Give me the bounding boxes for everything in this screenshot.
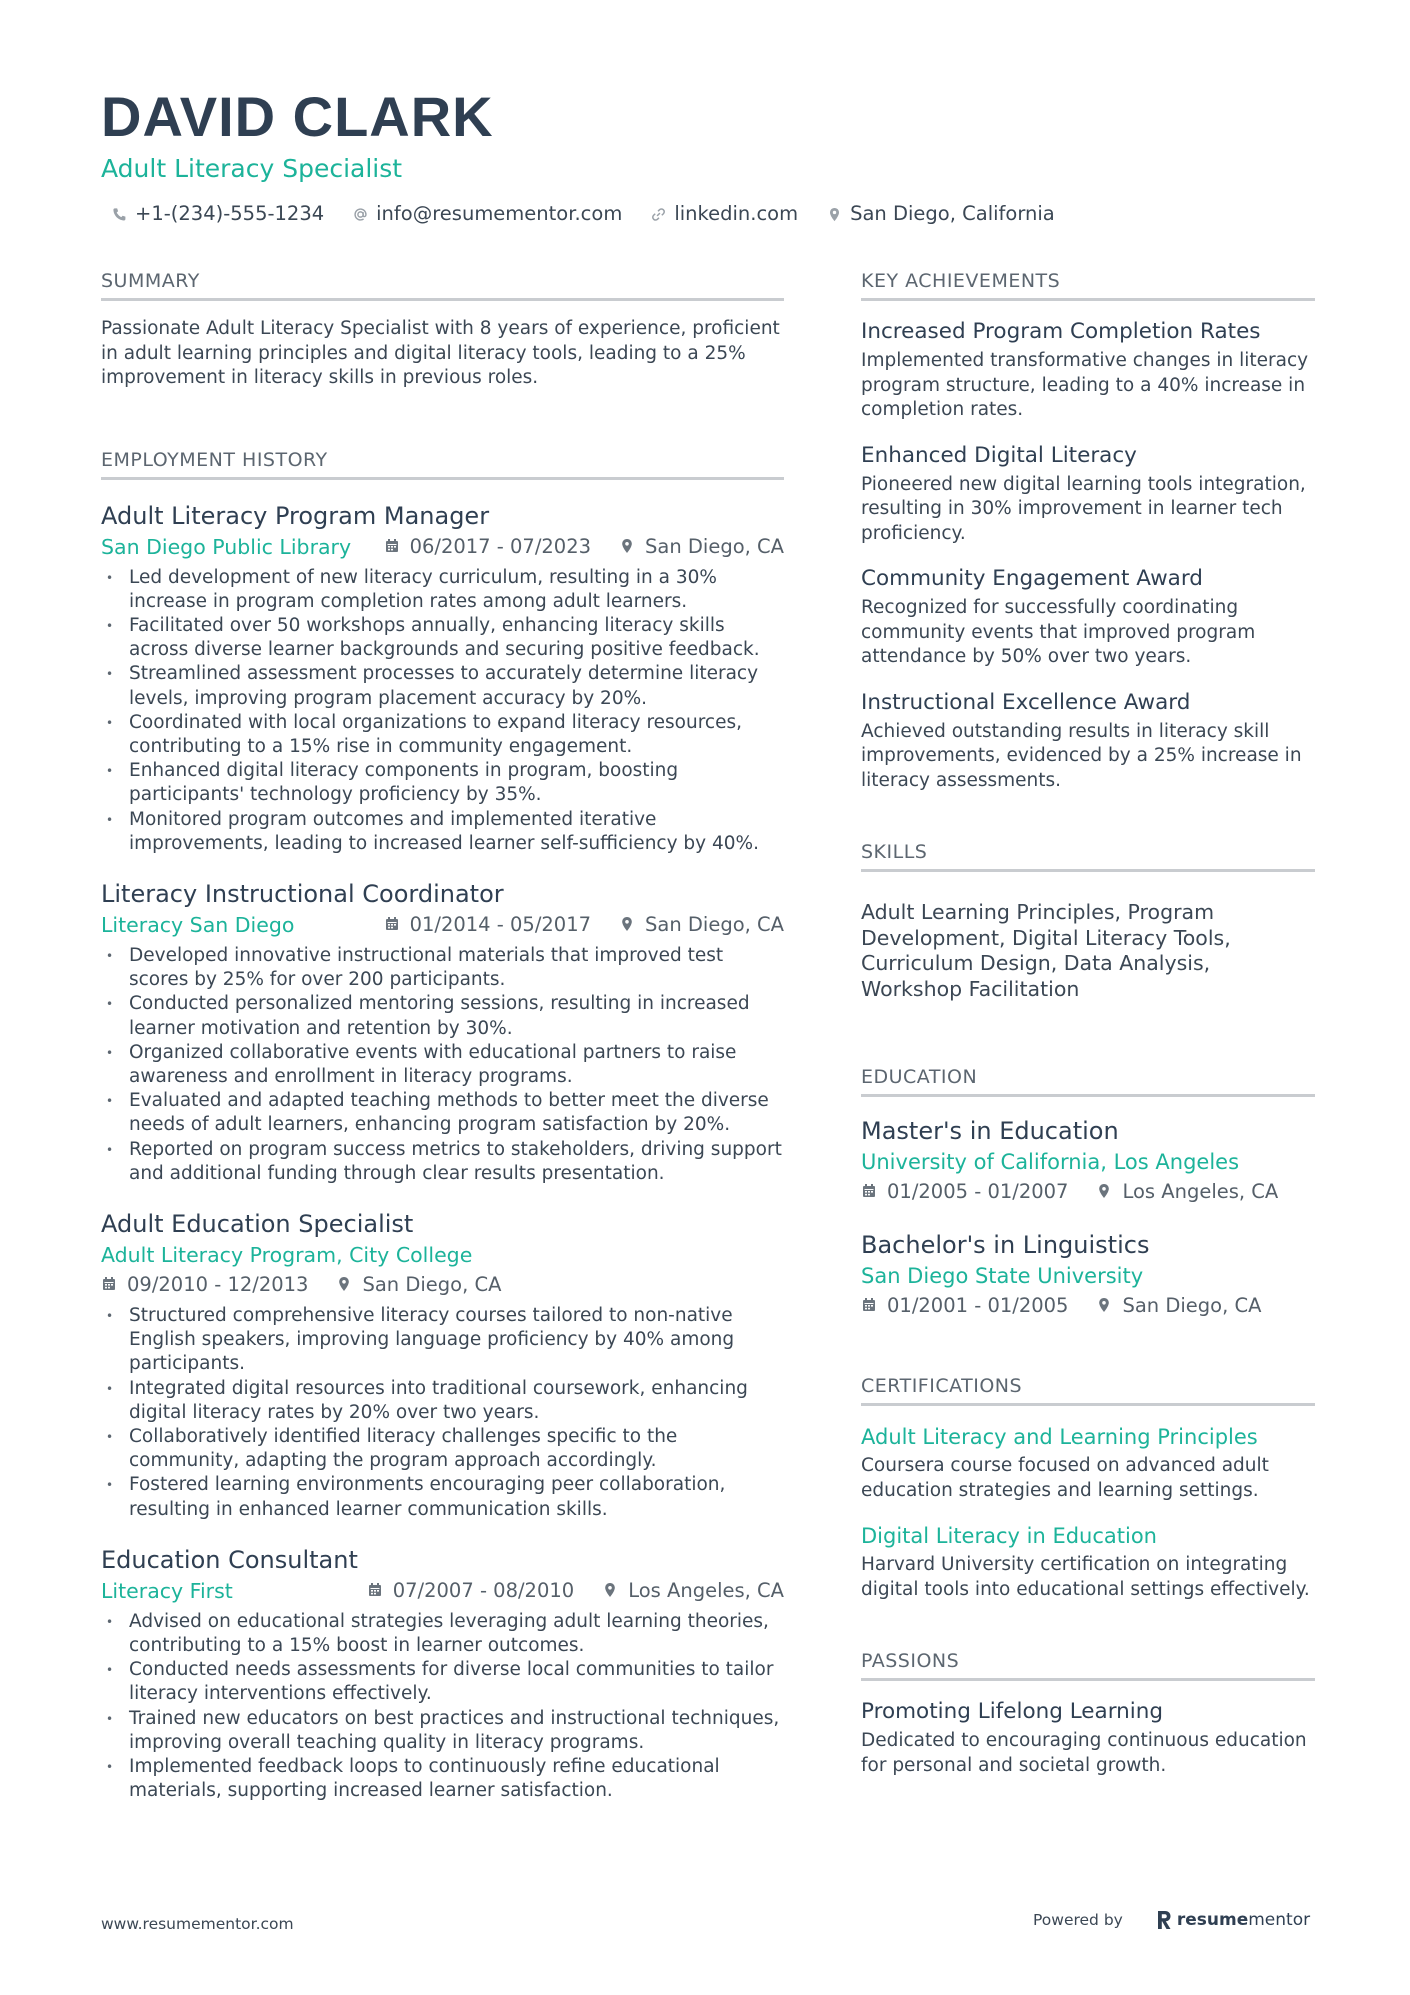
job-bullet: • Conducted personalized mentoring sessions, resulting in increased learner motivation and retention by 30%. xyxy=(101,992,784,1040)
job-bullet: • Integrated digital resources into traditional coursework, enhancing digital literacy rates by 20% over two years. xyxy=(101,1377,784,1425)
job-dates-text: 01/2014 - 05/2017 xyxy=(409,912,592,936)
candidate-title: Adult Literacy Specialist xyxy=(101,154,403,183)
education-dates-text: 01/2001 - 01/2005 xyxy=(887,1294,1069,1317)
map-pin-icon xyxy=(602,1582,620,1600)
job-location xyxy=(619,910,784,940)
passions-heading: PASSIONS xyxy=(861,1648,1315,1681)
job-bullet: • Evaluated and adapted teaching methods to better meet the diverse needs of adult learners, enhancing program satisfaction by 20%. xyxy=(101,1089,784,1137)
job-meta xyxy=(101,910,784,940)
job-bullet: • Developed innovative instructional materials that improved test scores by 25% for over 200 participants. xyxy=(101,944,784,992)
job-company: Literacy San Diego xyxy=(101,912,295,937)
job-title: Literacy Instructional Coordinator xyxy=(101,879,504,908)
employment-heading: EMPLOYMENT HISTORY xyxy=(101,447,784,480)
calendar-icon xyxy=(384,916,402,934)
job-company: Adult Literacy Program, City College xyxy=(101,1242,473,1267)
skills-text: Adult Learning Principles, Program Development, Digital Literacy Tools, Curriculum Design, Data Analysis, Workshop Facilitation xyxy=(861,900,1231,1001)
calendar-icon xyxy=(367,1582,385,1600)
link-icon xyxy=(648,204,668,224)
education-meta xyxy=(861,1177,1315,1207)
job-location-text: Los Angeles, CA xyxy=(628,1578,784,1602)
job-meta-secondary xyxy=(101,1270,784,1300)
resumementor-logo-icon xyxy=(1155,1909,1173,1931)
job-location-text: San Diego, CA xyxy=(362,1272,502,1296)
achievements-section xyxy=(861,268,1315,793)
map-pin-icon xyxy=(824,204,844,224)
job-location xyxy=(336,1270,501,1300)
contact-bar xyxy=(109,201,1321,227)
achievement-title: Enhanced Digital Literacy xyxy=(861,442,1137,468)
job-meta xyxy=(101,1576,784,1606)
job-bullets xyxy=(101,566,784,856)
job-location xyxy=(619,532,784,562)
job-meta xyxy=(101,532,784,562)
passion-desc: Dedicated to encouraging continuous education for personal and societal growth. xyxy=(861,1730,1307,1776)
calendar-icon xyxy=(384,538,402,556)
summary-text: Passionate Adult Literacy Specialist with 8 years of experience, proficient in adult learning principles and digital literacy tools, leading to a 25% improvement in literacy skills in previous roles. xyxy=(101,318,780,388)
job-dates xyxy=(384,532,591,562)
job-title: Education Consultant xyxy=(101,1545,358,1574)
right-column xyxy=(861,268,1315,1778)
education-location-text: Los Angeles, CA xyxy=(1122,1180,1279,1203)
education-item xyxy=(861,1229,1315,1321)
achievement-title: Increased Program Completion Rates xyxy=(861,319,1261,344)
summary-heading: SUMMARY xyxy=(101,268,784,301)
achievement-item xyxy=(861,564,1315,670)
job-location xyxy=(602,1576,784,1606)
footer-website[interactable]: www.resumementor.com xyxy=(101,1915,294,1933)
map-pin-icon xyxy=(336,1276,354,1294)
skills-heading: SKILLS xyxy=(861,839,1315,872)
job-bullets xyxy=(101,1610,784,1804)
email-text: info@resumementor.com xyxy=(376,202,623,225)
job-dates xyxy=(101,1270,308,1300)
brand-light: mentor xyxy=(1248,1910,1311,1930)
job-title: Adult Literacy Program Manager xyxy=(101,501,490,530)
contact-linkedin xyxy=(648,201,798,227)
powered-by-label: Powered by xyxy=(1033,1911,1123,1929)
job-dates-text: 06/2017 - 07/2023 xyxy=(409,534,592,558)
certification-desc: Coursera course focused on advanced adult education strategies and learning settings. xyxy=(861,1455,1269,1501)
skills-section xyxy=(861,839,1315,1002)
resume-header xyxy=(101,85,1321,227)
job-title: Adult Education Specialist xyxy=(101,1209,414,1238)
brand-bold: resume xyxy=(1176,1910,1249,1930)
education-school: San Diego State University xyxy=(861,1264,1144,1288)
job-bullet: • Reported on program success metrics to stakeholders, driving support and additional funding through clear results presentation. xyxy=(101,1138,784,1186)
job-bullet: • Fostered learning environments encouraging peer collaboration, resulting in enhanced learner communication skills. xyxy=(101,1473,784,1521)
map-pin-icon xyxy=(619,538,637,556)
job-bullet: • Coordinated with local organizations to expand literacy resources, contributing to a 15% rise in community engagement. xyxy=(101,711,784,759)
achievement-desc: Pioneered new digital learning tools integration, resulting in 30% improvement in learner tech proficiency. xyxy=(861,473,1306,544)
job-entry xyxy=(101,1208,784,1522)
job-bullet: • Advised on educational strategies leveraging adult learning theories, contributing to a 15% boost in learner outcomes. xyxy=(101,1610,784,1658)
job-bullet: • Trained new educators on best practices and instructional techniques, improving overall teaching quality in literacy programs. xyxy=(101,1707,784,1755)
summary-section xyxy=(101,268,784,391)
job-dates-text: 07/2007 - 08/2010 xyxy=(392,1578,575,1602)
education-dates-text: 01/2005 - 01/2007 xyxy=(887,1180,1069,1203)
job-dates xyxy=(384,910,591,940)
location-text: San Diego, California xyxy=(850,202,1055,225)
education-dates xyxy=(861,1291,1068,1321)
contact-location xyxy=(824,201,1055,227)
calendar-icon xyxy=(101,1276,119,1294)
job-bullet: • Structured comprehensive literacy courses tailored to non-native English speakers, improving language proficiency by 40% among participants. xyxy=(101,1304,784,1377)
education-dates xyxy=(861,1177,1068,1207)
employment-section xyxy=(101,447,784,1804)
phone-icon xyxy=(109,204,129,224)
job-bullet: • Collaboratively identified literacy challenges specific to the community, adapting the program approach accordingly. xyxy=(101,1425,784,1473)
contact-phone xyxy=(109,201,324,227)
passions-section xyxy=(861,1648,1315,1778)
job-entry xyxy=(101,1544,784,1804)
job-location-text: San Diego, CA xyxy=(645,534,784,558)
education-school: University of California, Los Angeles xyxy=(861,1150,1240,1174)
certifications-section xyxy=(861,1373,1315,1602)
education-heading: EDUCATION xyxy=(861,1064,1315,1097)
job-location-text: San Diego, CA xyxy=(645,912,784,936)
job-bullets xyxy=(101,944,784,1186)
education-degree: Bachelor's in Linguistics xyxy=(861,1231,1150,1259)
certifications-heading: CERTIFICATIONS xyxy=(861,1373,1315,1406)
footer-powered-by xyxy=(1033,1909,1310,1931)
job-bullet: • Enhanced digital literacy components in program, boosting participants' technology proficiency by 35%. xyxy=(101,759,784,807)
education-location-text: San Diego, CA xyxy=(1122,1294,1262,1317)
linkedin-text: linkedin.com xyxy=(674,202,799,225)
resumementor-logo[interactable] xyxy=(1155,1909,1310,1931)
certification-desc: Harvard University certification on integrating digital tools into educational settings effectively. xyxy=(861,1554,1310,1600)
phone-text: +1-(234)-555-1234 xyxy=(135,202,325,225)
education-location xyxy=(1096,1291,1261,1321)
map-pin-icon xyxy=(619,916,637,934)
passion-item xyxy=(861,1697,1315,1778)
education-degree: Master's in Education xyxy=(861,1117,1119,1145)
achievement-desc: Achieved outstanding results in literacy skill improvements, evidenced by a 25% increase in literacy assessments. xyxy=(861,720,1302,791)
job-company: Literacy First xyxy=(101,1578,233,1603)
job-entry xyxy=(101,500,784,856)
map-pin-icon xyxy=(1096,1183,1114,1201)
at-sign-icon xyxy=(350,204,370,224)
achievement-desc: Implemented transformative changes in literacy program structure, leading to a 40% increase in completion rates. xyxy=(861,350,1309,420)
left-column xyxy=(101,268,784,1803)
achievement-desc: Recognized for successfully coordinating community events that improved program attendance by 50% over two years. xyxy=(861,597,1256,667)
achievement-item xyxy=(861,688,1315,794)
certification-item xyxy=(861,1521,1315,1602)
job-bullet: • Facilitated over 50 workshops annually, enhancing literacy skills across diverse learner backgrounds and securing positive feedback. xyxy=(101,614,784,662)
certification-item xyxy=(861,1422,1315,1503)
job-meta xyxy=(101,1240,784,1270)
education-location xyxy=(1096,1177,1278,1207)
map-pin-icon xyxy=(1096,1297,1114,1315)
job-bullet: • Conducted needs assessments for diverse local communities to tailor literacy interventions effectively. xyxy=(101,1658,784,1706)
calendar-icon xyxy=(861,1297,879,1315)
education-section xyxy=(861,1064,1315,1321)
job-bullets xyxy=(101,1304,784,1522)
job-bullet: • Streamlined assessment processes to accurately determine literacy levels, improving program placement accuracy by 20%. xyxy=(101,662,784,710)
achievement-item xyxy=(861,317,1315,423)
passion-title: Promoting Lifelong Learning xyxy=(861,1699,1164,1724)
certification-title: Adult Literacy and Learning Principles xyxy=(861,1425,1258,1449)
candidate-name: DAVID CLARK xyxy=(101,85,494,148)
job-dates-text: 09/2010 - 12/2013 xyxy=(127,1272,309,1296)
achievement-item xyxy=(861,441,1315,547)
education-meta xyxy=(861,1291,1315,1321)
job-dates xyxy=(367,1576,574,1606)
contact-email xyxy=(350,201,622,227)
job-bullet: • Implemented feedback loops to continuously refine educational materials, supporting increased learner satisfaction. xyxy=(101,1755,784,1803)
certification-title: Digital Literacy in Education xyxy=(861,1524,1157,1548)
job-company: San Diego Public Library xyxy=(101,534,352,559)
job-bullet: • Monitored program outcomes and implemented iterative improvements, leading to increased learner self-sufficiency by 40%. xyxy=(101,808,784,856)
job-bullet: • Organized collaborative events with educational partners to raise awareness and enrollment in literacy programs. xyxy=(101,1041,784,1089)
achievement-title: Community Engagement Award xyxy=(861,566,1203,591)
job-entry xyxy=(101,878,784,1186)
achievement-title: Instructional Excellence Award xyxy=(861,689,1191,715)
education-item xyxy=(861,1115,1315,1207)
achievements-heading: KEY ACHIEVEMENTS xyxy=(861,268,1315,301)
calendar-icon xyxy=(861,1183,879,1201)
job-bullet: • Led development of new literacy curriculum, resulting in a 30% increase in program completion rates among adult learners. xyxy=(101,566,784,614)
